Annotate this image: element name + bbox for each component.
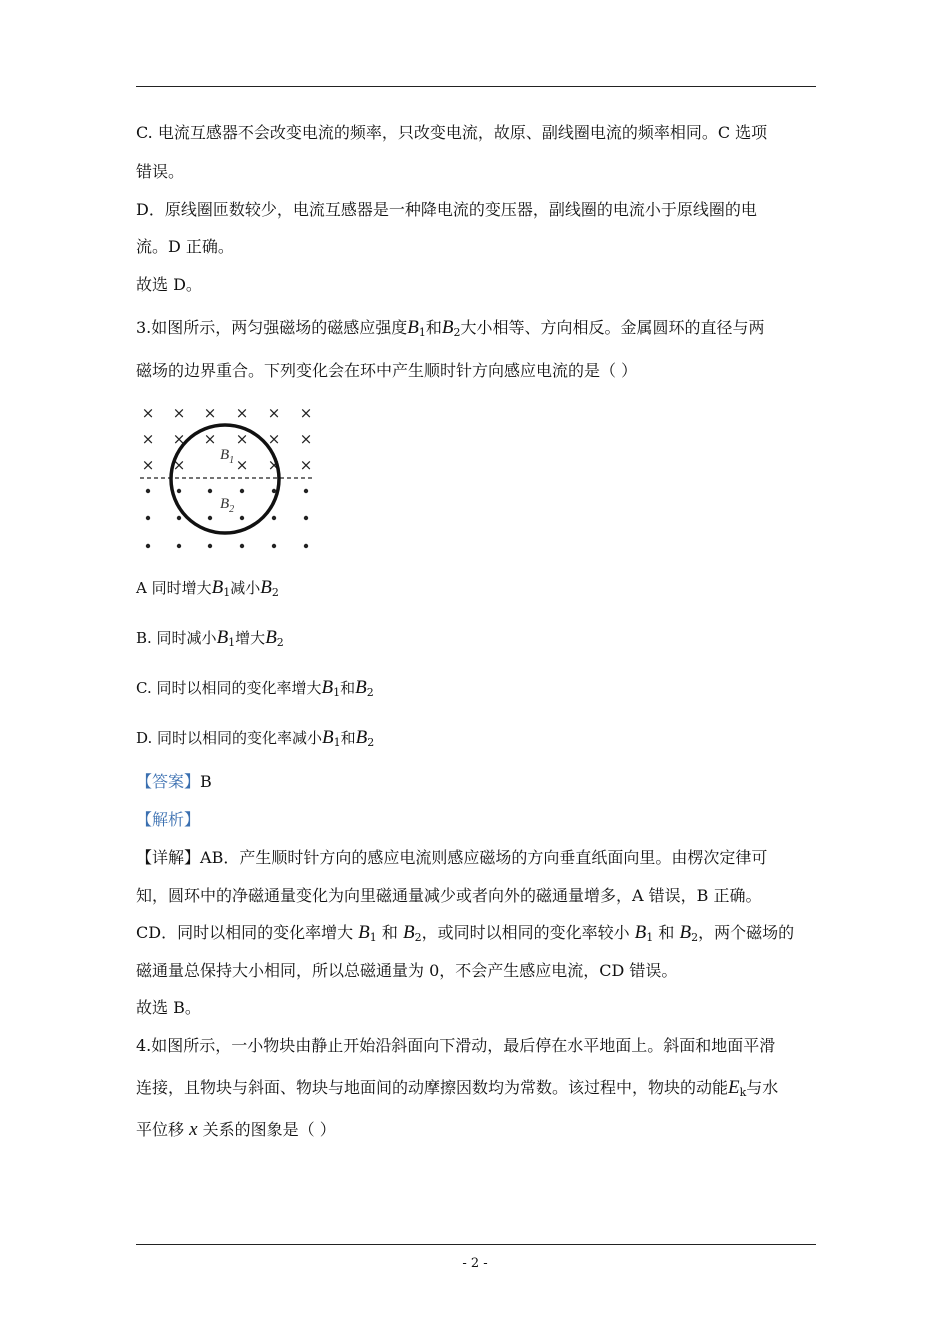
dot-mark: [208, 544, 212, 548]
answer-tag: 【答案】: [136, 772, 201, 791]
metal-ring: [171, 425, 279, 533]
cross-mark: ×: [203, 404, 217, 422]
option-a[interactable]: A 同时增大$B_1$减小$B_2$: [136, 577, 279, 599]
footer-rule: [136, 1244, 816, 1245]
text-line: C. 电流互感器不会改变电流的频率，只改变电流，故原、副线圈电流的频率相同。C 选项: [136, 123, 768, 142]
dot-mark: [304, 544, 308, 548]
cross-mark: ×: [235, 456, 249, 474]
detail-line: 磁通量总保持大小相同，所以总磁通量为 0，不会产生感应电流，CD 错误。: [136, 961, 678, 980]
dot-mark: [177, 489, 181, 493]
dot-mark: [272, 516, 276, 520]
detail-line: 知，圆环中的净磁通量变化为向里磁通量减少或者向外的磁通量增多，A 错误，B 正确。: [136, 886, 762, 905]
cross-mark: ×: [141, 430, 155, 448]
question-3-stem: 3.如图所示，两匀强磁场的磁感应强度$B_1$和$B_2$大小相等、方向相反。金属圆环的直径与两: [136, 317, 765, 339]
text-line: D．原线圈匝数较少，电流互感器是一种降电流的变压器，副线圈的电流小于原线圈的电: [136, 200, 757, 219]
dot-mark: [272, 489, 276, 493]
answer-line: [136, 772, 212, 792]
cross-mark: ×: [203, 430, 217, 448]
dot-mark: [177, 544, 181, 548]
question-4-stem-line2: 连接，且物块与斜面、物块与地面间的动摩擦因数均为常数。该过程中，物块的动能$E_k$与水: [136, 1077, 779, 1099]
dot-mark: [208, 516, 212, 520]
question-4-stem: 4.如图所示，一小物块由静止开始沿斜面向下滑动，最后停在水平地面上。斜面和地面平滑: [136, 1036, 776, 1055]
cross-mark: ×: [299, 456, 313, 474]
label-b1: $B_1$: [220, 447, 235, 466]
dot-mark: [240, 544, 244, 548]
option-b[interactable]: B. 同时减小$B_1$增大$B_2$: [136, 627, 284, 649]
question-3-stem-line2: 磁场的边界重合。下列变化会在环中产生顺时针方向感应电流的是（ ）: [136, 361, 638, 380]
cross-mark: ×: [141, 404, 155, 422]
text-line: 流。D 正确。: [136, 237, 234, 256]
cross-mark: ×: [267, 456, 281, 474]
detail-line: 【详解】AB．产生顺时针方向的感应电流则感应磁场的方向垂直纸面向里。由楞次定律可: [136, 848, 768, 867]
cross-mark: ×: [172, 456, 186, 474]
cross-mark: ×: [172, 430, 186, 448]
header-rule: [136, 86, 816, 87]
text-line: 错误。: [136, 162, 185, 181]
dot-mark: [146, 489, 150, 493]
text-line: 故选 D。: [136, 275, 202, 294]
dot-mark: [304, 489, 308, 493]
dot-mark: [240, 516, 244, 520]
option-d[interactable]: D. 同时以相同的变化率减小$B_1$和$B_2$: [136, 727, 375, 749]
cross-mark: ×: [235, 404, 249, 422]
cross-mark: ×: [235, 430, 249, 448]
dot-mark: [146, 516, 150, 520]
dot-mark: [146, 544, 150, 548]
dot-mark: [208, 489, 212, 493]
label-b2: $B_2$: [220, 496, 235, 515]
cross-mark: ×: [141, 456, 155, 474]
detail-line: 故选 B。: [136, 998, 201, 1017]
cross-mark: ×: [299, 430, 313, 448]
cross-mark: ×: [172, 404, 186, 422]
cross-mark: ×: [299, 404, 313, 422]
cross-mark: ×: [267, 404, 281, 422]
cross-mark: ×: [267, 430, 281, 448]
answer-value: B: [200, 772, 212, 791]
magnetic-field-figure: [138, 402, 316, 554]
dot-mark: [240, 489, 244, 493]
detail-line: CD．同时以相同的变化率增大 $B_1$ 和 $B_2$，或同时以相同的变化率较小 $B_1$ 和 $B_2$，两个磁场的: [136, 922, 795, 944]
option-c[interactable]: C. 同时以相同的变化率增大$B_1$和$B_2$: [136, 677, 374, 699]
page-number: - 2 -: [462, 1256, 488, 1271]
dot-mark: [272, 544, 276, 548]
dot-mark: [177, 516, 181, 520]
question-4-stem-line3: 平位移 x 关系的图象是（ ）: [136, 1119, 336, 1140]
dot-mark: [304, 516, 308, 520]
analysis-tag: 【解析】: [136, 810, 201, 829]
